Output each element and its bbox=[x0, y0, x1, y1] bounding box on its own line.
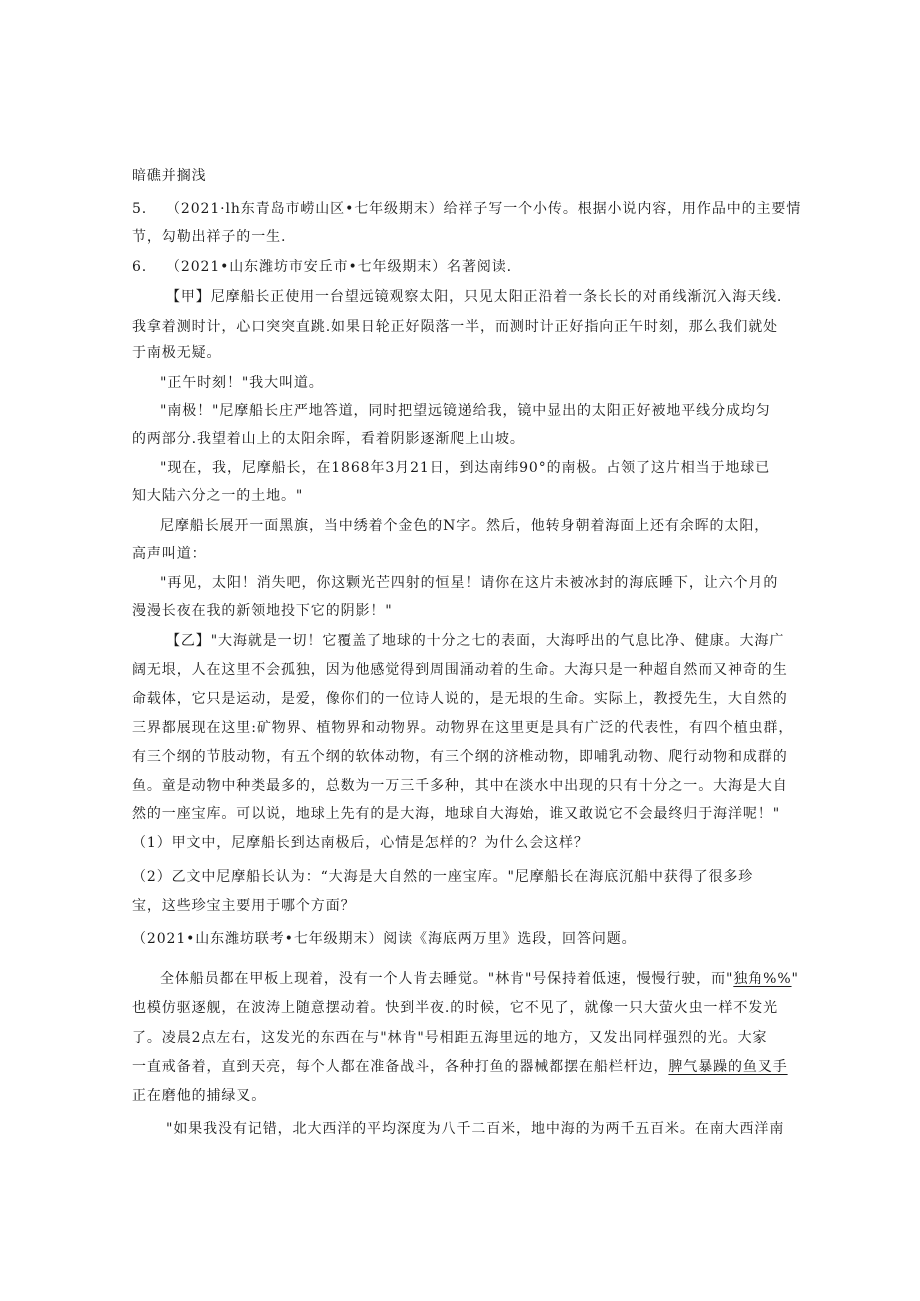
text-line: 我拿着测时计，心口突突直跳.如果日轮正好陨落一半，而测时计正好指向正午时刻，那么我们就处 bbox=[132, 319, 779, 335]
sub-question-2: （2）乙文中尼摩船长认为：“大海是大自然的一座宝库。"尼摩船长在海底沉船中获得了很多珍 bbox=[132, 869, 754, 885]
text-line: "南极！"尼摩船长庄严地答道，同时把望远镜递给我，镜中显出的太阳正好被地平线分成均匀 bbox=[160, 403, 771, 419]
text-line: "现在，我，尼摩船长，在1868年3月21日，到达南纬90°的南极。占领了这片相当于地球已 bbox=[160, 460, 771, 476]
text-line bbox=[132, 1057, 788, 1077]
sub-question-1: （1）甲文中，尼摩船长到达南极后，心情是怎样的？为什么会这样？ bbox=[132, 835, 589, 851]
text-line: 知大陆六分之一的土地。" bbox=[132, 488, 304, 504]
text-line: 节，勾勒出祥子的一生. bbox=[132, 229, 287, 245]
text-line: "再见，太阳！消失吧，你这颗光芒四射的恒星！请你在这片未被冰封的海底睡下，让六个月的 bbox=[160, 575, 779, 591]
underlined-text: 脾气暴躁的鱼叉手 bbox=[668, 1059, 788, 1075]
text-line: 了。凌晨2点左右，这发光的东西在与"林肯"号相距五海里远的地方，又发出同样强烈的光。大家 bbox=[132, 1030, 768, 1046]
text-line: 阔无垠，人在这里不会孤独，因为他感觉得到周围涌动着的生命。大海只是一种超自然而又神奇的生 bbox=[132, 662, 788, 678]
text-line: 【乙】"大海就是一切！它覆盖了地球的十分之七的表面，大海呼出的气息比净、健康。大海广 bbox=[166, 633, 785, 649]
text-line: 命载体，它只是运动，是爱，像你们的一位诗人说的，是无垠的生命。实际上，教授先生，大自然的 bbox=[132, 691, 788, 707]
text-line: "如果我没有记错，北大西洋的平均深度为八千二百米，地中海的为两千五百米。在南大西洋南 bbox=[166, 1121, 785, 1137]
text-line: 【甲】尼摩船长正使用一台望远镜观察太阳，只见太阳正沿着一条长长的对甬线渐沉入海天线. bbox=[166, 289, 783, 305]
text-line: 正在磨他的捕绿叉。 bbox=[132, 1088, 267, 1104]
underlined-text: 独角%% bbox=[733, 971, 792, 987]
text-line: 尼摩船长展开一面黑旗，当中绣着个金色的N字。然后，他转身朝着海面上还有余晖的太阳， bbox=[160, 518, 770, 534]
text-line: 宝，这些珍宝主要用于哪个方面？ bbox=[132, 898, 356, 914]
text-line: 有三个纲的节肢动物，有五个纲的软体动物，有三个纲的济椎动物，即哺乳动物、爬行动物和成群的 bbox=[132, 749, 788, 765]
text-span: 一直戒备着，直到天亮，每个人都在准备战斗，各种打鱼的器械都摆在船栏杆边， bbox=[132, 1059, 669, 1075]
question-6 bbox=[132, 257, 512, 277]
text-line: 于南极无疑。 bbox=[132, 345, 222, 361]
text-line bbox=[160, 969, 799, 989]
text-line: 暗礁并搁浅 bbox=[132, 168, 207, 184]
text-line: 也模仿驱逐舰，在波涛上随意摆动着。快到半夜.的时候，它不见了，就像一只大萤火虫一样不发光 bbox=[132, 1000, 779, 1016]
text-line: 三界都展现在这里:矿物界、植物界和动物界。动物界在这里更是具有广泛的代表性，有四个植虫群， bbox=[132, 720, 794, 736]
question-text: （2021·lh东青岛市崂山区•七年级期末）给祥子写一个小传。根据小说内容，用作品中的主要情 bbox=[166, 201, 802, 217]
question-text: （2021•山东潍坊市安丘市•七年级期末）名著阅读. bbox=[166, 259, 512, 275]
text-line: 的两部分.我望着山上的太阳余晖，看着阴影逐渐爬上山坡。 bbox=[132, 431, 525, 447]
text-line: 然的一座宝库。可以说，地球上先有的是大海，地球自大海始，谁又敢说它不会最终归于海洋呢！" bbox=[132, 806, 781, 822]
text-span: " bbox=[791, 971, 799, 987]
text-line: 高声叫道： bbox=[132, 546, 207, 562]
source-line: （2021•山东潍坊联考•七年级期末）阅读《海底两万里》选段，回答问题。 bbox=[132, 931, 637, 947]
question-5 bbox=[132, 199, 801, 219]
text-line: "正午时刻！"我大叫道。 bbox=[160, 375, 324, 391]
text-line: 鱼。童是动物中种类最多的，总数为一万三千多种，其中在淡水中出现的只有十分之一。大海是大自 bbox=[132, 778, 788, 794]
question-number: 5. bbox=[132, 201, 148, 217]
text-span: 全体船员都在甲板上现着，没有一个人肯去睡觉。"林肯"号保持着低速，慢慢行驶，而" bbox=[160, 971, 734, 987]
question-number: 6. bbox=[132, 259, 148, 275]
text-line: 漫漫长夜在我的新领地投下它的阴影！" bbox=[132, 603, 393, 619]
